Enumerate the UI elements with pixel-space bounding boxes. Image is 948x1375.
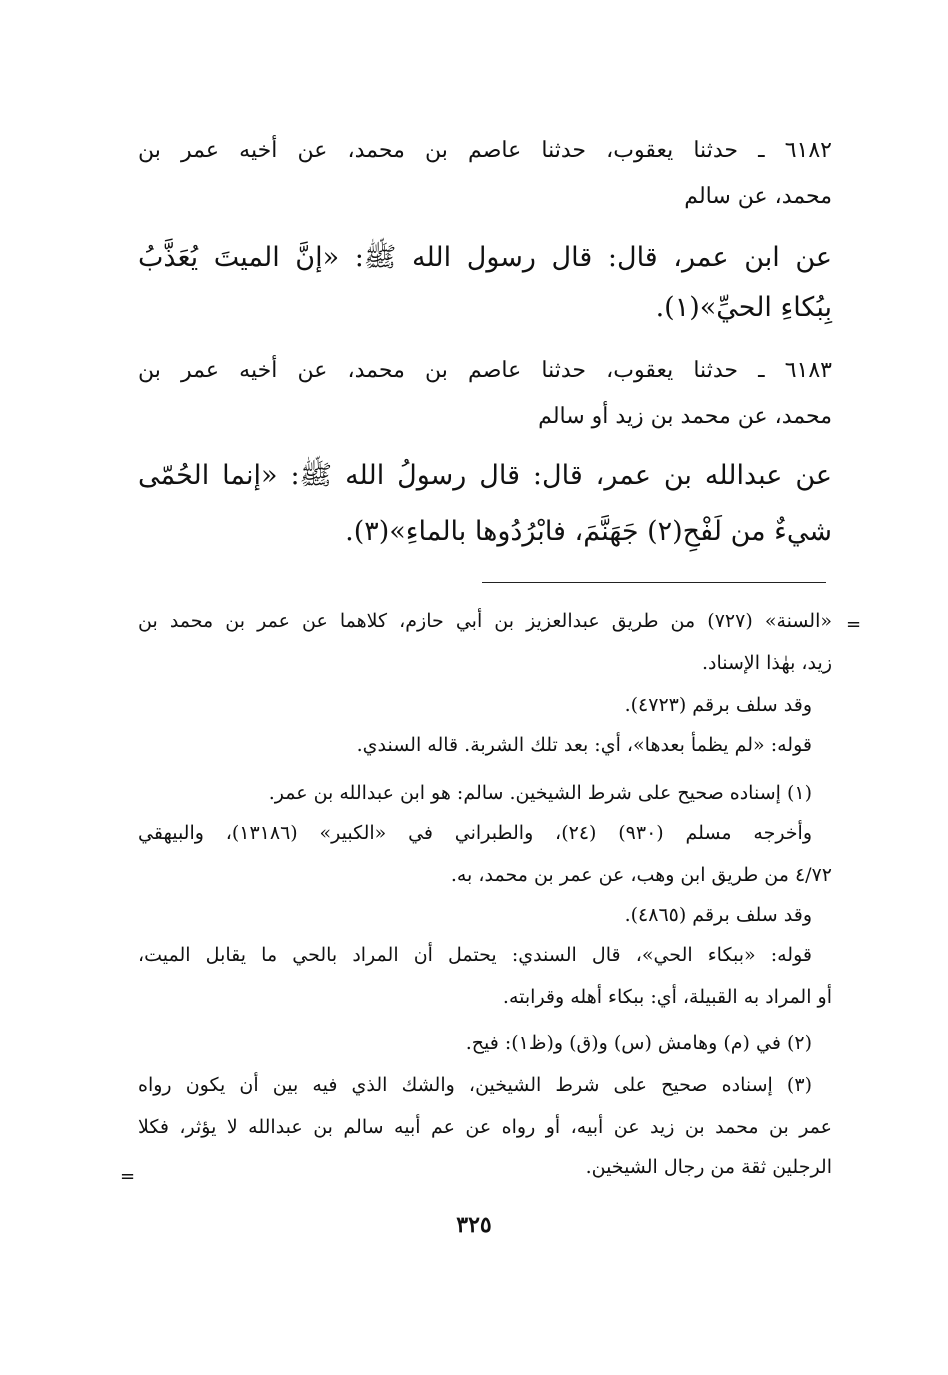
hadith-6182-isnad-line-2: محمد، عن سالم [684,184,832,209]
footnote-1-line-2: وأخرجه مسلم (٩٣٠) (٢٤)، والطبراني في «الكبير» (١٣١٨٦)، والبيهقي [138,822,812,844]
hadith-6183-isnad-line-1: ٦١٨٣ ـ حدثنا يعقوب، حدثنا عاصم بن محمد، عن أخيه عمر بن [138,358,832,383]
page-number: ٣٢٥ [456,1212,492,1238]
hadith-6182-matn-line-2: بِبُكاءِ الحيِّ»(١). [655,292,832,323]
footnote-continued-line-2: زيد، بهٰذا الإسناد. [701,652,832,674]
footnote-1-line-6: أو المراد به القبيلة، أي: ببكاء أهله وقرابته. [502,986,832,1008]
hadith-6183-matn-line-2: شيءٌ من لَفْحِ(٢) جَهَنَّمَ، فابْرُدُوها بالماءِ»(٣). [345,516,832,547]
footnote-continued-line-4: قوله: «لم يظمأ بعدها»، أي: بعد تلك الشربة. قاله السندي. [356,734,812,756]
footnote-separator [482,582,826,583]
footnote-continued-line-1: «السنة» (٧٢٧) من طريق عبدالعزيز بن أبي حازم، كلاهما عن عمر بن محمد بن [138,610,833,632]
hadith-6182-matn-line-1: عن ابن عمر، قال: قال رسول الله ﷺ: «إنَّ الميتَ يُعَذَّبُ [138,242,832,273]
continuation-mark: = [846,614,862,635]
footnote-3-line-1: (٣) إسناده صحيح على شرط الشيخين، والشك الذي فيه بين أن يكون رواه [138,1074,812,1096]
footnote-2-line-1: (٢) في (م) وهامش (س) و(ق) و(ظ١): فيح. [465,1032,812,1054]
footnote-3-line-3: الرجلين ثقة من رجال الشيخين. [585,1156,832,1178]
footnote-3-line-2: عمر بن محمد بن زيد عن أبيه، أو رواه عن عم أبيه سالم بن عبدالله لا يؤثر، فكلا [138,1116,832,1138]
hadith-6183-matn-line-1: عن عبدالله بن عمر، قال: قال رسولُ الله ﷺ: «إنما الحُمّى [138,460,832,491]
hadith-6182-isnad-line-1: ٦١٨٢ ـ حدثنا يعقوب، حدثنا عاصم بن محمد، عن أخيه عمر بن [138,138,832,163]
footnote-continued-line-3: وقد سلف برقم (٤٧٢٣). [624,694,812,716]
footnote-1-line-1: (١) إسناده صحيح على شرط الشيخين. سالم: هو ابن عبدالله بن عمر. [268,782,812,804]
footnote-1-line-5: قوله: «ببكاء الحي»، قال السندي: يحتمل أن المراد بالحي ما يقابل الميت، [138,944,812,966]
end-continuation-mark: = [120,1166,136,1187]
hadith-6183-isnad-line-2: محمد، عن محمد بن زيد أو سالم [538,404,832,429]
footnote-1-line-4: وقد سلف برقم (٤٨٦٥). [624,904,812,926]
footnote-1-line-3: ٤/٧٢ من طريق ابن وهب، عن عمر بن محمد، به. [450,864,832,886]
